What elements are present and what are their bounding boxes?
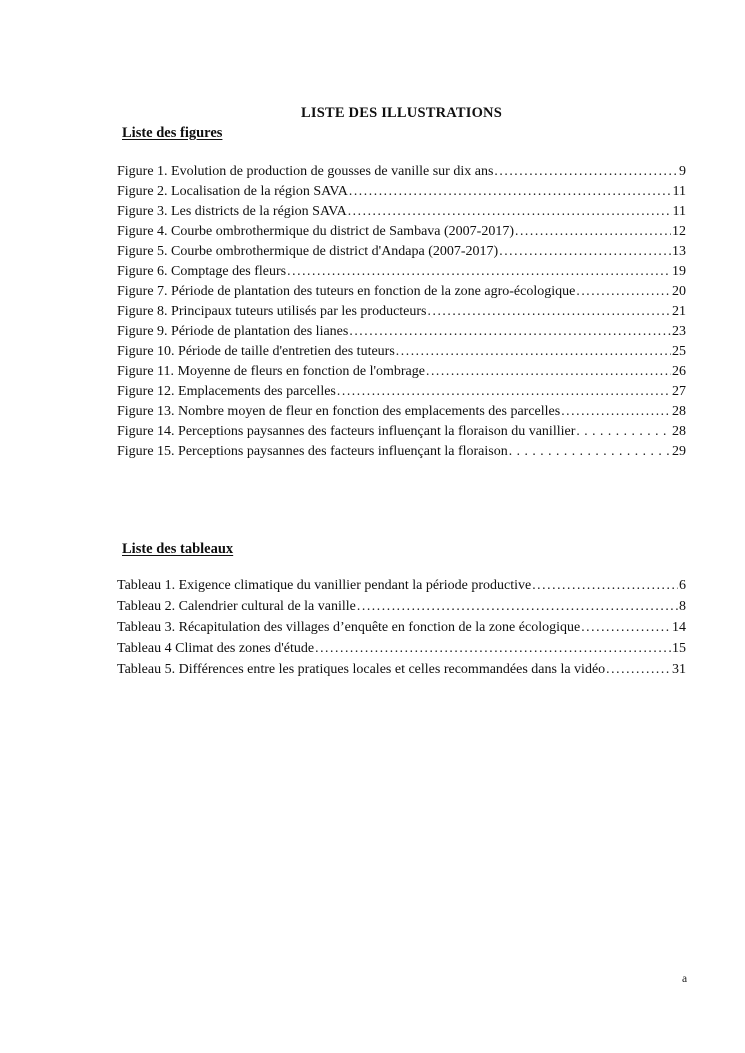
- dot-leader: [349, 181, 672, 202]
- toc-entry-table-1: [117, 574, 686, 595]
- toc-entry-figure-8: [117, 301, 686, 321]
- toc-entry-label: Figure 2. Localisation de la région SAVA: [117, 184, 348, 199]
- dot-leader: [606, 658, 671, 680]
- toc-entry-label: Tableau 3. Récapitulation des villages d’enquête en fonction de la zone écologique: [117, 620, 581, 635]
- toc-entry-label: Figure 5. Courbe ombrothermique de district d'Andapa (2007-2017): [117, 244, 499, 259]
- toc-entry-page: 27: [672, 384, 686, 399]
- dot-leader: [426, 361, 671, 382]
- toc-entry-table-5: [117, 658, 686, 679]
- toc-entry-figure-13: [117, 401, 686, 421]
- dot-leader: [337, 381, 671, 402]
- dot-leader: [576, 421, 671, 442]
- dot-leader: [315, 637, 671, 659]
- toc-entry-table-3: [117, 616, 686, 637]
- toc-entry-page: 6: [679, 578, 686, 593]
- toc-entry-page: 28: [672, 424, 686, 439]
- dot-leader: [396, 341, 671, 362]
- dot-leader: [287, 261, 671, 282]
- toc-entry-figure-2: [117, 181, 686, 201]
- figures-toc-list: [117, 161, 686, 461]
- dot-leader: [581, 616, 671, 638]
- toc-entry-label: Tableau 2. Calendrier cultural de la vanille: [117, 599, 356, 614]
- toc-entry-label: Figure 13. Nombre moyen de fleur en fonction des emplacements des parcelles: [117, 404, 561, 419]
- toc-entry-page: 9: [679, 164, 686, 179]
- toc-entry-figure-6: [117, 261, 686, 281]
- toc-entry-figure-1: [117, 161, 686, 181]
- toc-entry-figure-12: [117, 381, 686, 401]
- toc-entry-page: 28: [672, 404, 686, 419]
- dot-leader: [561, 401, 671, 422]
- toc-entry-table-4: [117, 637, 686, 658]
- toc-entry-page: 15: [672, 641, 686, 656]
- toc-entry-page: 12: [672, 224, 686, 239]
- toc-entry-page: 25: [672, 344, 686, 359]
- toc-entry-figure-10: [117, 341, 686, 361]
- toc-entry-label: Figure 7. Période de plantation des tuteurs en fonction de la zone agro-écologique: [117, 284, 576, 299]
- dot-leader: [348, 201, 672, 222]
- dot-leader: [499, 241, 671, 262]
- toc-entry-label: Figure 3. Les districts de la région SAVA: [117, 204, 347, 219]
- toc-entry-label: Figure 15. Perceptions paysannes des facteurs influençant la floraison: [117, 444, 508, 459]
- toc-entry-page: 26: [672, 364, 686, 379]
- dot-leader: [509, 441, 671, 462]
- toc-entry-figure-7: [117, 281, 686, 301]
- toc-entry-figure-15: [117, 441, 686, 461]
- toc-entry-page: 11: [672, 184, 686, 199]
- toc-entry-page: 13: [672, 244, 686, 259]
- dot-leader: [576, 281, 671, 302]
- toc-entry-page: 23: [672, 324, 686, 339]
- toc-entry-label: Tableau 1. Exigence climatique du vanillier pendant la période productive: [117, 578, 532, 593]
- toc-entry-page: 8: [679, 599, 686, 614]
- page-title: LISTE DES ILLUSTRATIONS: [301, 105, 502, 121]
- toc-entry-table-2: [117, 595, 686, 616]
- dot-leader: [532, 574, 678, 596]
- toc-entry-page: 20: [672, 284, 686, 299]
- toc-entry-page: 31: [672, 662, 686, 677]
- toc-entry-page: 19: [672, 264, 686, 279]
- toc-entry-figure-4: [117, 221, 686, 241]
- dot-leader: [515, 221, 671, 242]
- toc-entry-figure-5: [117, 241, 686, 261]
- toc-entry-figure-3: [117, 201, 686, 221]
- toc-entry-figure-14: [117, 421, 686, 441]
- toc-entry-label: Tableau 4 Climat des zones d'étude: [117, 641, 315, 656]
- toc-entry-label: Figure 1. Evolution de production de gousses de vanille sur dix ans: [117, 164, 494, 179]
- toc-entry-label: Figure 12. Emplacements des parcelles: [117, 384, 336, 399]
- toc-entry-figure-11: [117, 361, 686, 381]
- tables-toc-list: [117, 574, 686, 679]
- toc-entry-label: Figure 10. Période de taille d'entretien des tuteurs: [117, 344, 395, 359]
- toc-entry-label: Figure 14. Perceptions paysannes des facteurs influençant la floraison du vanillier: [117, 424, 576, 439]
- toc-entry-page: 29: [672, 444, 686, 459]
- figures-section-heading: Liste des figures: [122, 125, 223, 141]
- toc-entry-page: 11: [672, 204, 686, 219]
- toc-entry-label: Figure 6. Comptage des fleurs: [117, 264, 287, 279]
- dot-leader: [349, 321, 671, 342]
- toc-entry-label: Tableau 5. Différences entre les pratiques locales et celles recommandées dans la vidéo: [117, 662, 606, 677]
- toc-entry-page: 14: [672, 620, 686, 635]
- toc-entry-label: Figure 9. Période de plantation des lianes: [117, 324, 349, 339]
- page-footer-label: a: [682, 973, 688, 985]
- dot-leader: [494, 161, 678, 182]
- toc-entry-label: Figure 8. Principaux tuteurs utilisés par les producteurs: [117, 304, 427, 319]
- dot-leader: [428, 301, 672, 322]
- toc-entry-label: Figure 4. Courbe ombrothermique du district de Sambava (2007-2017): [117, 224, 514, 239]
- dot-leader: [357, 595, 678, 617]
- tables-section-heading: Liste des tableaux: [122, 541, 234, 557]
- toc-entry-page: 21: [672, 304, 686, 319]
- toc-entry-label: Figure 11. Moyenne de fleurs en fonction de l'ombrage: [117, 364, 425, 379]
- toc-entry-figure-9: [117, 321, 686, 341]
